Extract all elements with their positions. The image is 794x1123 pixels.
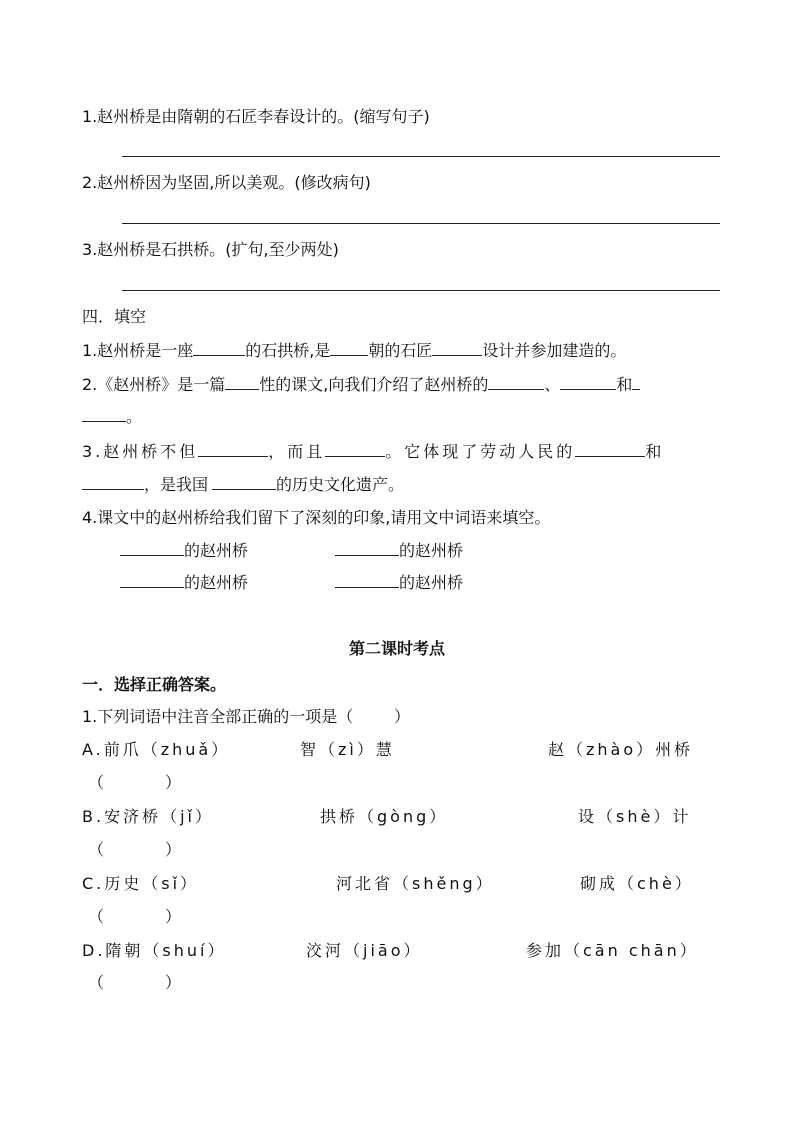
lesson-title: 第二课时考点: [348, 639, 445, 658]
fill-q2: [82, 373, 640, 396]
blank[interactable]: [488, 373, 544, 390]
fill-word-item: [335, 571, 463, 594]
option-c-word-3[interactable]: 砌成（chè）: [580, 874, 694, 893]
blank[interactable]: [198, 440, 268, 457]
blank[interactable]: [120, 539, 184, 556]
fill-q1: [82, 339, 626, 362]
fill-text: 的石拱桥,是: [245, 341, 331, 360]
blank[interactable]: [212, 473, 276, 490]
blank[interactable]: [432, 339, 482, 356]
option-a-word-2[interactable]: 智（zì）慧: [300, 740, 395, 759]
answer-line[interactable]: [122, 156, 720, 157]
fill-text: 朝的石匠: [368, 341, 433, 360]
fill-q3: [82, 440, 664, 463]
fill-text: ，是我国: [144, 475, 209, 494]
fill-word-item: [120, 571, 248, 594]
option-a-word-1[interactable]: A.前爪（zhuǎ）: [82, 740, 231, 759]
fill-text: 。: [126, 407, 143, 426]
blank[interactable]: [225, 373, 259, 390]
answer-paren[interactable]: （ ）: [88, 973, 182, 992]
blank[interactable]: [82, 473, 144, 490]
answer-paren[interactable]: （ ）: [88, 907, 182, 926]
fill-text: 的赵州桥: [399, 541, 464, 560]
blank[interactable]: [82, 405, 126, 422]
blank[interactable]: [335, 571, 399, 588]
option-b-word-2[interactable]: 拱桥（gòng）: [320, 807, 449, 826]
fill-text: 的历史文化遗产。: [276, 475, 405, 494]
fill-text: 。它体现了劳动人民的: [385, 442, 576, 461]
option-b-word-3[interactable]: 设（shè）计: [578, 807, 692, 826]
fill-text: 1.赵州桥是一座: [82, 341, 194, 360]
blank[interactable]: [120, 571, 184, 588]
option-c-word-1[interactable]: C.历史（sǐ）: [82, 874, 200, 893]
fill-text: 和: [645, 442, 665, 461]
exercise-q3: 3.赵州桥是石拱桥。(扩句,至少两处): [82, 240, 339, 259]
section-heading: 四．填空: [82, 307, 147, 326]
fill-text: 2.《赵州桥》是一篇: [82, 375, 226, 394]
answer-paren[interactable]: （ ）: [88, 773, 182, 792]
fill-word-item: [120, 539, 248, 562]
blank[interactable]: [560, 373, 616, 390]
option-d-word-2[interactable]: 洨河（jiāo）: [306, 941, 423, 960]
blank[interactable]: [193, 339, 245, 356]
answer-line[interactable]: [122, 290, 720, 291]
answer-line[interactable]: [122, 223, 720, 224]
fill-text: 3.赵州桥不但: [82, 442, 199, 461]
option-c-word-2[interactable]: 河北省（shěng）: [336, 874, 495, 893]
fill-q2-cont: [82, 405, 142, 428]
option-b-word-1[interactable]: B.安济桥（jǐ）: [82, 807, 214, 826]
option-d-word-1[interactable]: D.隋朝（shuí）: [82, 941, 227, 960]
fill-text: 的赵州桥: [184, 541, 249, 560]
fill-text: 的赵州桥: [184, 573, 249, 592]
fill-q3-cont: [82, 473, 404, 496]
fill-text: 和: [616, 375, 633, 394]
fill-text: 性的课文,向我们介绍了赵州桥的: [259, 375, 489, 394]
fill-word-item: [335, 539, 463, 562]
fill-text: ，而且: [268, 442, 326, 461]
fill-text: 设计并参加建造的。: [482, 341, 627, 360]
section-heading: 一．选择正确答案。: [82, 675, 227, 694]
option-d-word-3[interactable]: 参加（cān chān）: [526, 941, 699, 960]
blank[interactable]: [632, 373, 640, 390]
blank[interactable]: [335, 539, 399, 556]
blank[interactable]: [330, 339, 368, 356]
fill-text: 的赵州桥: [399, 573, 464, 592]
exercise-q2: 2.赵州桥因为坚固,所以美观。(修改病句): [82, 173, 371, 192]
question-text: 1.下列词语中注音全部正确的一项是（ ）: [82, 707, 410, 726]
blank[interactable]: [325, 440, 385, 457]
exercise-q1: 1.赵州桥是由隋朝的石匠李春设计的。(缩写句子): [82, 107, 430, 126]
fill-text: 、: [544, 375, 561, 394]
fill-q4: 4.课文中的赵州桥给我们留下了深刻的印象,请用文中词语来填空。: [82, 508, 551, 527]
answer-paren[interactable]: （ ）: [88, 840, 182, 859]
blank[interactable]: [575, 440, 645, 457]
option-a-word-3[interactable]: 赵（zhào）州桥: [548, 740, 694, 759]
